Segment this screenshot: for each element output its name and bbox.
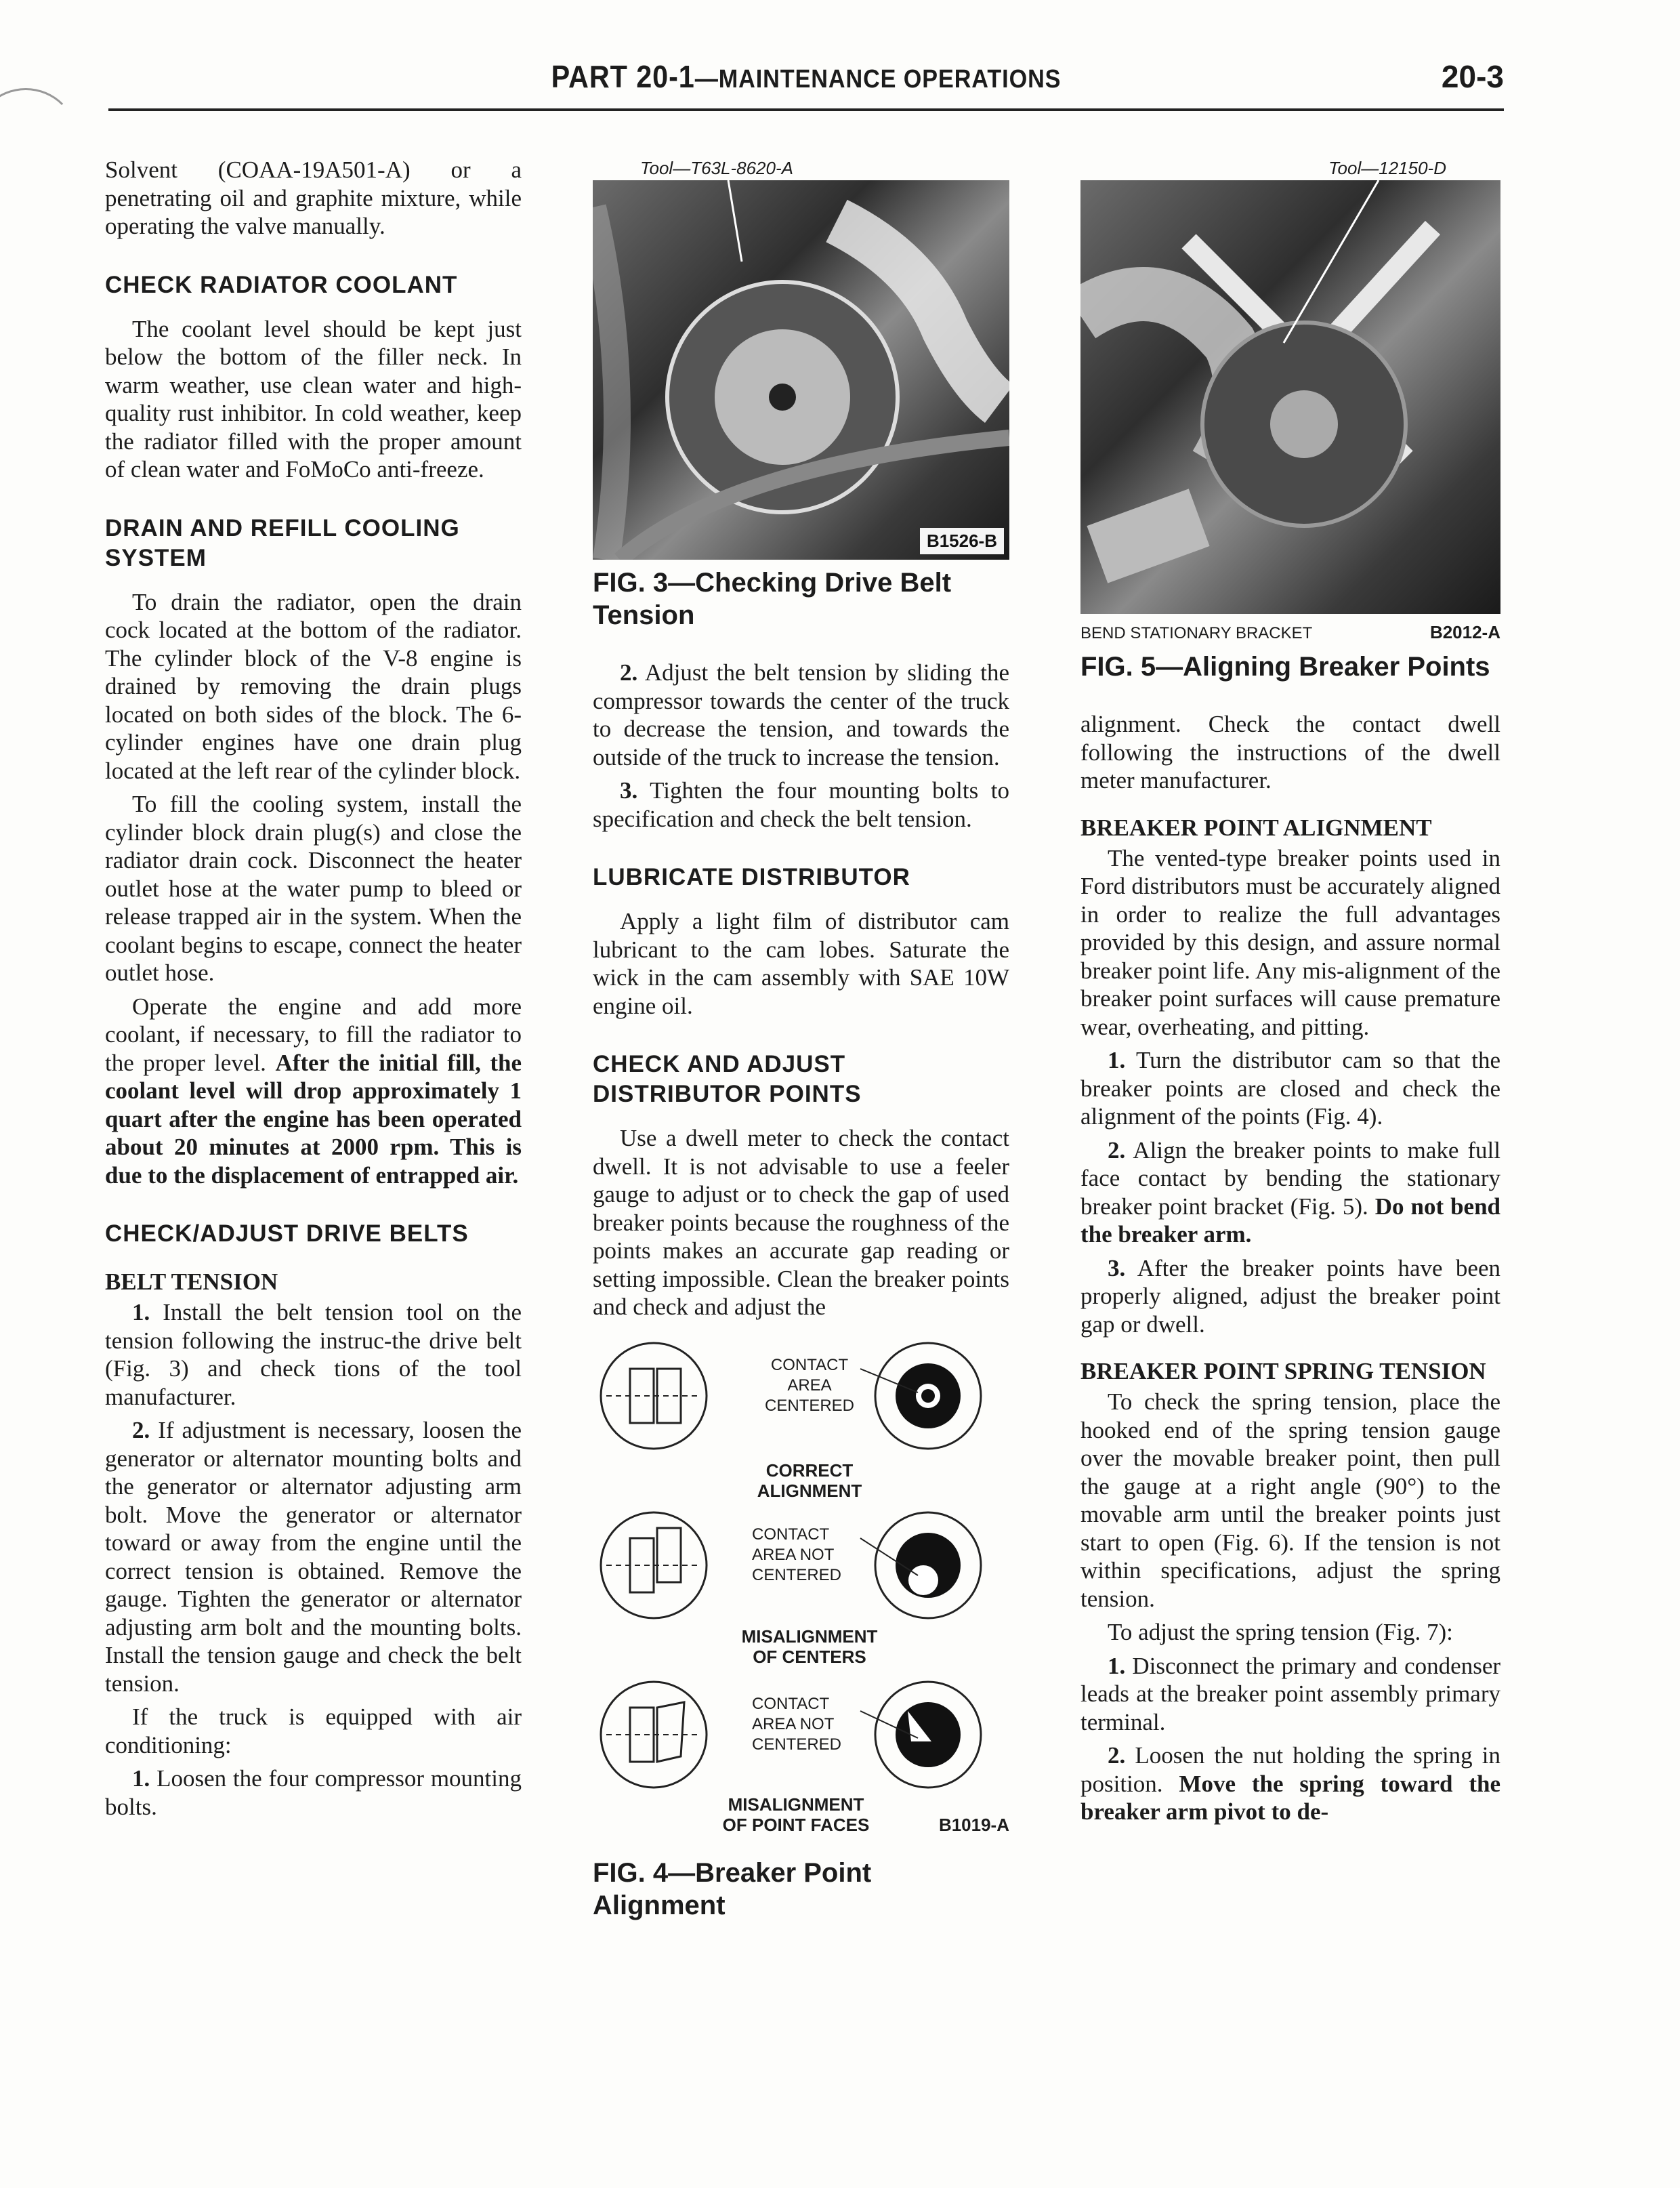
caption-line: OF POINT FACES [722, 1814, 870, 1835]
heading-check-radiator-coolant: CHECK RADIATOR COOLANT [105, 271, 458, 298]
step-number: 1. [1108, 1652, 1126, 1679]
ac-step-1 [105, 1764, 522, 1821]
fig3-reference-code: B1526-B [920, 528, 1004, 554]
ac-step-2 [593, 659, 1009, 771]
heading-drain-refill: DRAIN AND REFILL COOLING SYSTEM [105, 514, 460, 571]
drain-paragraph-3-bold: After the initial fill, the coolant level will drop approximately 1 quart after the engine has been operated about 20 minutes at 2000 rpm. This is due to the displacement of entrapped air. [105, 1049, 522, 1189]
label-line: CONTACT [770, 1355, 849, 1374]
belt-tension-gauge-illustration [593, 180, 1009, 560]
points-paragraph: Use a dwell meter to check the contact dwell. It is not advisable to use a feeler gauge to adjust or to check the gap of used breaker points because the roughness of the points makes an accurate gap reading or setting impossible. Clean the breaker points and check and adjust the [593, 1125, 1009, 1320]
step-warning: Do not bend the breaker arm. [1080, 1193, 1501, 1247]
step-text: Align the breaker points to make full face contact by bending the stationary breaker point bracket (Fig. 5). [1080, 1136, 1500, 1220]
step-number: 1. [1108, 1047, 1126, 1073]
step-number: 2. [620, 659, 638, 686]
caption-line: OF CENTERS [753, 1646, 866, 1667]
step-number: 2. [132, 1417, 150, 1443]
step-number: 3. [620, 777, 638, 804]
fig3-tool-label: Tool—T63L-8620-A [640, 158, 793, 178]
step-text: If adjustment is necessary, loosen the generator or alternator mounting bolts and the generator or alternator adjusting arm bolt. Move the generator or alternator toward or away from the engine until the correct tension is obtained. Remove the gauge. Tighten the generator or alternator adjusting arm bolt and the mounting bolts. Install the tension gauge and check the belt tension. [105, 1417, 522, 1697]
caption-line: CORRECT [765, 1460, 854, 1481]
step-number: 2. [1108, 1742, 1126, 1769]
step-text: Install the belt tension tool on the tension following the instruc-the drive belt (Fig. 3) and check tions of the tool manufacturer. [105, 1299, 522, 1410]
step-text: Turn the distributor cam so that the breaker points are closed and check the alignment of the points (Fig. 4). [1080, 1047, 1500, 1130]
radiator-paragraph: The coolant level should be kept just below the bottom of the filler neck. In warm weather, use clean water and high-quality rust inhibitor. In cold weather, keep the radiator filled with the proper amount of clean water and FoMoCo anti-freeze. [105, 315, 522, 482]
fig3-photo [593, 180, 1009, 560]
step-text: Disconnect the primary and condenser leads at the breaker point assembly primary terminal. [1080, 1652, 1501, 1735]
heading-lubricate-distributor: LUBRICATE DISTRIBUTOR [593, 864, 910, 890]
fig4-d1-label [755, 1355, 864, 1416]
intro-paragraph: Solvent (COAA-19A501-A) or a penetrating oil and graphite mixture, while operating the valve manually. [105, 157, 522, 239]
belt-step-1 [105, 1298, 522, 1411]
continued-paragraph: alignment. Check the contact dwell following the instructions of the dwell meter manufacturer. [1080, 711, 1500, 793]
fig4-d3-caption [701, 1794, 891, 1835]
step-text: Loosen the nut holding the spring in position. [1080, 1742, 1501, 1797]
column-3 [1080, 156, 1500, 1832]
bpa-paragraph: The vented-type breaker points used in Ford distributors must be accurately aligned in order to realize the full advantages provided by this design, and assure normal breaker point life. Any mis-alignment of the breaker point surfaces will cause premature wear, overheating, and pitting. [1080, 844, 1500, 1040]
label-line: CONTACT [752, 1525, 830, 1544]
spring-step-1 [1080, 1652, 1500, 1737]
drain-paragraph-3-text: Operate the engine and add more coolant, if necessary, to fill the radiator to the proper level. [105, 993, 522, 1076]
step-number: 2. [1108, 1136, 1126, 1163]
fig4-diagram [593, 1342, 1009, 1857]
step-emphasis: Move the spring toward the breaker arm pivot to de- [1080, 1770, 1501, 1825]
step-number: 3. [1108, 1254, 1126, 1281]
bpa-step-2 [1080, 1136, 1500, 1249]
spring-step-2 [1080, 1741, 1500, 1826]
drain-paragraph-1: To drain the radiator, open the drain cock located at the bottom of the radiator. The cylinder block of the V-8 engine is drained by removing the drain plugs located on both sides of the block. The 6-cylinder engines have one drain plug located at the left rear of the cylinder block. [105, 588, 522, 784]
step-text: Adjust the belt tension by sliding the compressor towards the center of the truck to decrease the tension, and towards the outside of the truck to increase the tension. [593, 659, 1009, 770]
bpa-step-1 [1080, 1046, 1500, 1131]
label-line: CENTERED [764, 1396, 854, 1415]
bpa-step-3 [1080, 1254, 1500, 1339]
fig5-reference-code: B2012-A [1429, 622, 1500, 642]
adjust-spring-paragraph: To adjust the spring tension (Fig. 7): [1108, 1619, 1453, 1645]
part-title: —MAINTENANCE OPERATIONS [694, 65, 1062, 94]
step-text: Loosen the four compressor mounting bolts. [105, 1765, 522, 1820]
step-number: 1. [132, 1765, 150, 1792]
label-line: CENTERED [752, 1735, 842, 1754]
page-number: 20-3 [1441, 59, 1504, 94]
fig4-d3-label [752, 1694, 860, 1755]
breaker-point-alignment-illustration [1080, 180, 1500, 614]
page-header [108, 54, 1504, 111]
step-text: After the breaker points have been properly aligned, adjust the breaker point gap or dwell. [1080, 1254, 1500, 1338]
air-conditioning-paragraph: If the truck is equipped with air conditioning: [105, 1704, 522, 1758]
label-line: AREA NOT [752, 1545, 835, 1564]
label-line: CONTACT [752, 1694, 830, 1713]
fig4-caption: FIG. 4—Breaker Point Alignment [593, 1857, 872, 1920]
fig5-photo [1080, 180, 1500, 614]
caption-line: MISALIGNMENT [741, 1626, 878, 1647]
fig5-caption: FIG. 5—Aligning Breaker Points [1080, 652, 1490, 682]
fig5-bracket-label: BEND STATIONARY BRACKET [1080, 624, 1313, 642]
column-1 [105, 156, 522, 1826]
label-line: CENTERED [752, 1565, 842, 1584]
ac-step-3 [593, 777, 1009, 833]
fig4-d2-label [752, 1525, 860, 1586]
corner-arc-mark [0, 88, 79, 194]
label-line: AREA NOT [752, 1714, 835, 1733]
fig5-label-row [1080, 622, 1500, 644]
fig3-caption: FIG. 3—Checking Drive Belt Tension [593, 568, 952, 630]
fig4-d2-caption [708, 1626, 911, 1667]
fig4-drawing [593, 1342, 1009, 1857]
fig5-tool-label: Tool—12150-D [1328, 158, 1446, 178]
fig4-reference-code: B1019-A [938, 1814, 1009, 1835]
drain-paragraph-3 [105, 993, 522, 1190]
heading-belt-tension: BELT TENSION [105, 1268, 278, 1295]
lubricate-paragraph: Apply a light film of distributor cam lubricant to the cam lobes. Saturate the wick in the cam assembly with SAE 10W engine oil. [593, 908, 1009, 1019]
drain-paragraph-2: To fill the cooling system, install the cylinder block drain plug(s) and close the radiator drain cock. Disconnect the heater outlet hose at the water pump to bleed or release trapped air in the system. When the coolant begins to escape, connect the heater outlet hose. [105, 791, 522, 986]
column-2 [593, 156, 1009, 1949]
spring-paragraph: To check the spring tension, place the hooked end of the spring tension gauge over the movable breaker point, then pull the gauge at a right angle (90°) to the movable arm until the breaker points just start to open (Fig. 6). If the tension is not within specifications, adjust the spring tension. [1080, 1388, 1500, 1612]
label-line: AREA [787, 1376, 832, 1395]
part-number: PART 20-1 [551, 59, 695, 94]
heading-spring-tension: BREAKER POINT SPRING TENSION [1080, 1358, 1486, 1384]
step-number: 1. [132, 1299, 150, 1325]
fig4-d1-caption [728, 1460, 891, 1501]
caption-line: ALIGNMENT [757, 1480, 862, 1501]
heading-check-adjust-drive-belts: CHECK/ADJUST DRIVE BELTS [105, 1220, 469, 1247]
belt-step-2 [105, 1416, 522, 1697]
step-text: Tighten the four mounting bolts to specification and check the belt tension. [593, 777, 1009, 832]
header-title [178, 58, 1434, 95]
caption-line: MISALIGNMENT [728, 1794, 864, 1815]
heading-breaker-point-alignment: BREAKER POINT ALIGNMENT [1080, 814, 1432, 841]
heading-check-adjust-points: CHECK AND ADJUST DISTRIBUTOR POINTS [593, 1051, 862, 1107]
